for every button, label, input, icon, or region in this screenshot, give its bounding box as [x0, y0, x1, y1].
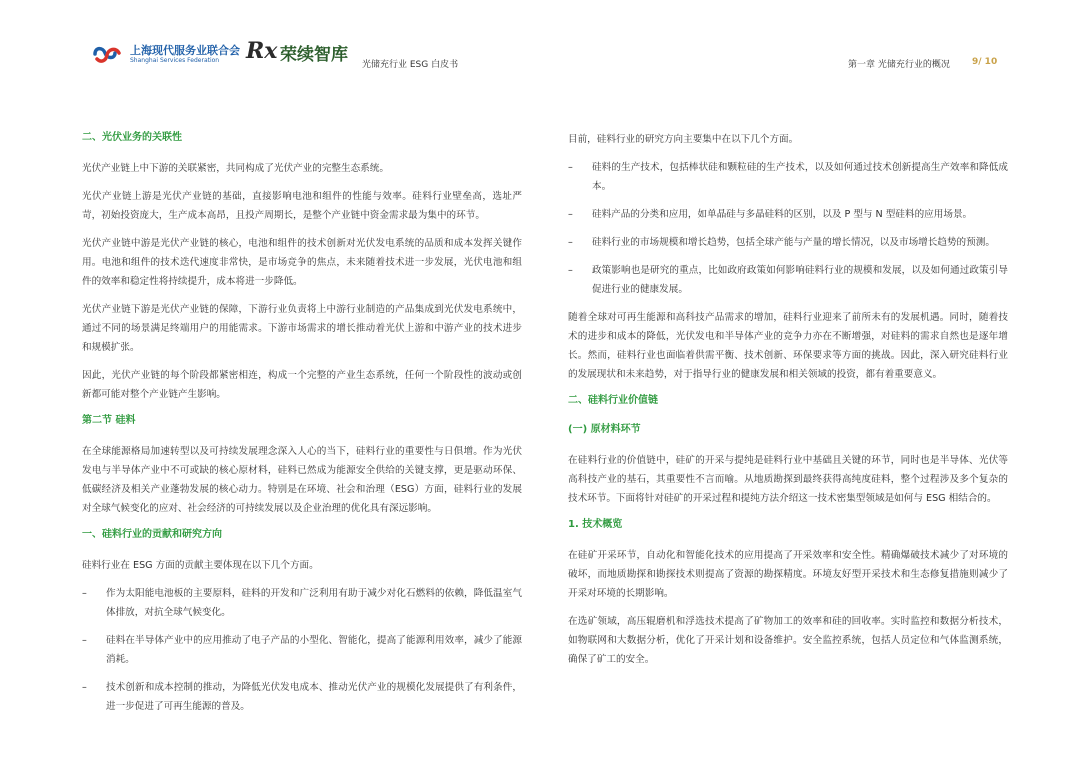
list-item: – 硅料产品的分类和应用，如单晶硅与多晶硅料的区别，以及 P 型与 N 型硅料的应用场景。 [568, 209, 973, 220]
section-heading: 二、硅料行业价值链 [568, 395, 658, 406]
ssf-logo-mark-icon [92, 42, 122, 66]
org-name-cn: 上海现代服务业联合会 [130, 44, 240, 57]
left-column [82, 130, 522, 725]
paragraph: 在选矿领域，高压辊磨机和浮选技术提高了矿物加工的效率和硅的回收率。实时监控和数据分析技术，如物联网和大数据分析，优化了开采计划和设备维护。安全监控系统，包括人员定位和气体监测系统，确保了矿工的安全。 [568, 616, 1008, 665]
section-heading: (一) 原材料环节 [568, 424, 641, 435]
chapter-title: 第一章 光储充行业的概况 [848, 60, 950, 70]
list-item-text: 技术创新和成本控制的推动，为降低光伏发电成本、推动光伏产业的规模化发展提供了有利条件，进一步促进了可再生能源的普及。 [106, 682, 522, 712]
right-column [568, 130, 1008, 678]
list-item-text: 硅料产品的分类和应用，如单晶硅与多晶硅料的区别，以及 P 型与 N 型硅料的应用场景。 [592, 209, 973, 220]
paragraph: 在硅矿开采环节，自动化和智能化技术的应用提高了开采效率和安全性。精确爆破技术减少了对环境的破坏，而地质勘探和勘探技术则提高了资源的勘探精度。环境友好型开采技术和生态修复措施则减少了开采对环境的长期影响。 [568, 550, 1008, 599]
paragraph: 在硅料行业的价值链中，硅矿的开采与提纯是硅料行业中基础且关键的环节，同时也是半导体、光伏等高科技产业的基石，其重要性不言而喻。从地质勘探到最终获得高纯度硅料，整个过程涉及多个复杂的技术环节。下面将针对硅矿的开采过程和提纯方法介绍这一技术密集型领域是如何与 ESG 相结合的。 [568, 455, 1008, 504]
paragraph: 光伏产业链上中下游的关联紧密，共同构成了光伏产业的完整生态系统。 [82, 163, 389, 174]
page-number: 9/ 10 [972, 57, 998, 67]
list-item: – 政策影响也是研究的重点，比如政府政策如何影响硅料行业的规模和发展，以及如何通过政策引导促进行业的健康发展。 [568, 265, 1008, 295]
list-item-text: 硅料在半导体产业中的应用推动了电子产品的小型化、智能化，提高了能源利用效率，减少了能源消耗。 [106, 635, 522, 665]
section-heading: 一、硅料行业的贡献和研究方向 [82, 529, 222, 540]
list-item: – 作为太阳能电池板的主要原料，硅料的开发和广泛利用有助于减少对化石燃料的依赖，降低温室气体排放，对抗全球气候变化。 [82, 588, 522, 618]
section-heading: 二、光伏业务的关联性 [82, 132, 182, 143]
rx-logo-mark: Rx [246, 38, 278, 64]
paragraph: 硅料行业在 ESG 方面的贡献主要体现在以下几个方面。 [82, 560, 319, 571]
list-item: – 硅料在半导体产业中的应用推动了电子产品的小型化、智能化，提高了能源利用效率，减少了能源消耗。 [82, 635, 522, 665]
paragraph: 光伏产业链上游是光伏产业链的基础，直接影响电池和组件的性能与效率。硅料行业壁垒高，选址严苛，初始投资庞大，生产成本高昂，且投产周期长，是整个产业链中资金需求最为集中的环节。 [82, 191, 522, 221]
list-item: – 硅料行业的市场规模和增长趋势，包括全球产能与产量的增长情况，以及市场增长趋势的预测。 [568, 237, 995, 248]
document-title: 光储充行业 ESG 白皮书 [362, 60, 459, 70]
paragraph: 光伏产业链中游是光伏产业链的核心，电池和组件的技术创新对光伏发电系统的品质和成本发挥关键作用。电池和组件的技术迭代速度非常快，是市场竞争的焦点，未来随着技术进一步发展，光伏电池和组件的效率和稳定性将持续提升，成本将进一步降低。 [82, 238, 522, 287]
paragraph: 光伏产业链下游是光伏产业链的保障，下游行业负责将上中游行业制造的产品集成到光伏发电系统中，通过不同的场景满足终端用户的用能需求。下游市场需求的增长推动着光伏上游和中游产业的技术进步和规模扩张。 [82, 304, 522, 353]
list-item: – 技术创新和成本控制的推动，为降低光伏发电成本、推动光伏产业的规模化发展提供了有利条件，进一步促进了可再生能源的普及。 [82, 682, 522, 712]
list-item-text: 硅料的生产技术，包括棒状硅和颗粒硅的生产技术，以及如何通过技术创新提高生产效率和降低成本。 [592, 162, 1008, 192]
paragraph: 在全球能源格局加速转型以及可持续发展理念深入人心的当下，硅料行业的重要性与日俱增。作为光伏发电与半导体产业中不可或缺的核心原材料，硅料已然成为能源安全供给的关键支撑，更是驱动环保、低碳经济及相关产业蓬勃发展的核心动力。特别是在环境、社会和治理（ESG）方面，硅料行业的发展对全球气候变化的应对、社会经济的可持续发展以及企业治理的优化具有深远影响。 [82, 446, 522, 514]
page-header [0, 0, 1080, 80]
list-item: – 硅料的生产技术，包括棒状硅和颗粒硅的生产技术，以及如何通过技术创新提高生产效率和降低成本。 [568, 162, 1008, 192]
paragraph: 目前，硅料行业的研究方向主要集中在以下几个方面。 [568, 134, 799, 145]
section-heading: 第二节 硅料 [82, 415, 136, 426]
paragraph: 随着全球对可再生能源和高科技产品需求的增加，硅料行业迎来了前所未有的发展机遇。同时，随着技术的进步和成本的降低，光伏发电和半导体产业的竞争力亦在不断增强，对硅料的需求自然也是逐年增长。然而，硅料行业也面临着供需平衡、技术创新、环保要求等方面的挑战。因此，深入研究硅料行业的发展现状和未来趋势，对于指导行业的健康发展和相关领域的投资，都有着重要意义。 [568, 312, 1008, 380]
paragraph: 因此，光伏产业链的每个阶段都紧密相连，构成一个完整的产业生态系统，任何一个阶段性的波动或创新都可能对整个产业链产生影响。 [82, 370, 522, 400]
list-item-text: 作为太阳能电池板的主要原料，硅料的开发和广泛利用有助于减少对化石燃料的依赖，降低温室气体排放，对抗全球气候变化。 [106, 588, 522, 618]
list-item-text: 硅料行业的市场规模和增长趋势，包括全球产能与产量的增长情况，以及市场增长趋势的预测。 [592, 237, 995, 248]
ssf-logo [92, 40, 252, 68]
section-heading: 1. 技术概览 [568, 519, 623, 530]
org-name-en: Shanghai Services Federation [130, 57, 220, 64]
brand-name: 荣续智库 [280, 45, 348, 65]
list-item-text: 政策影响也是研究的重点，比如政府政策如何影响硅料行业的规模和发展，以及如何通过政策引导促进行业的健康发展。 [592, 265, 1008, 295]
